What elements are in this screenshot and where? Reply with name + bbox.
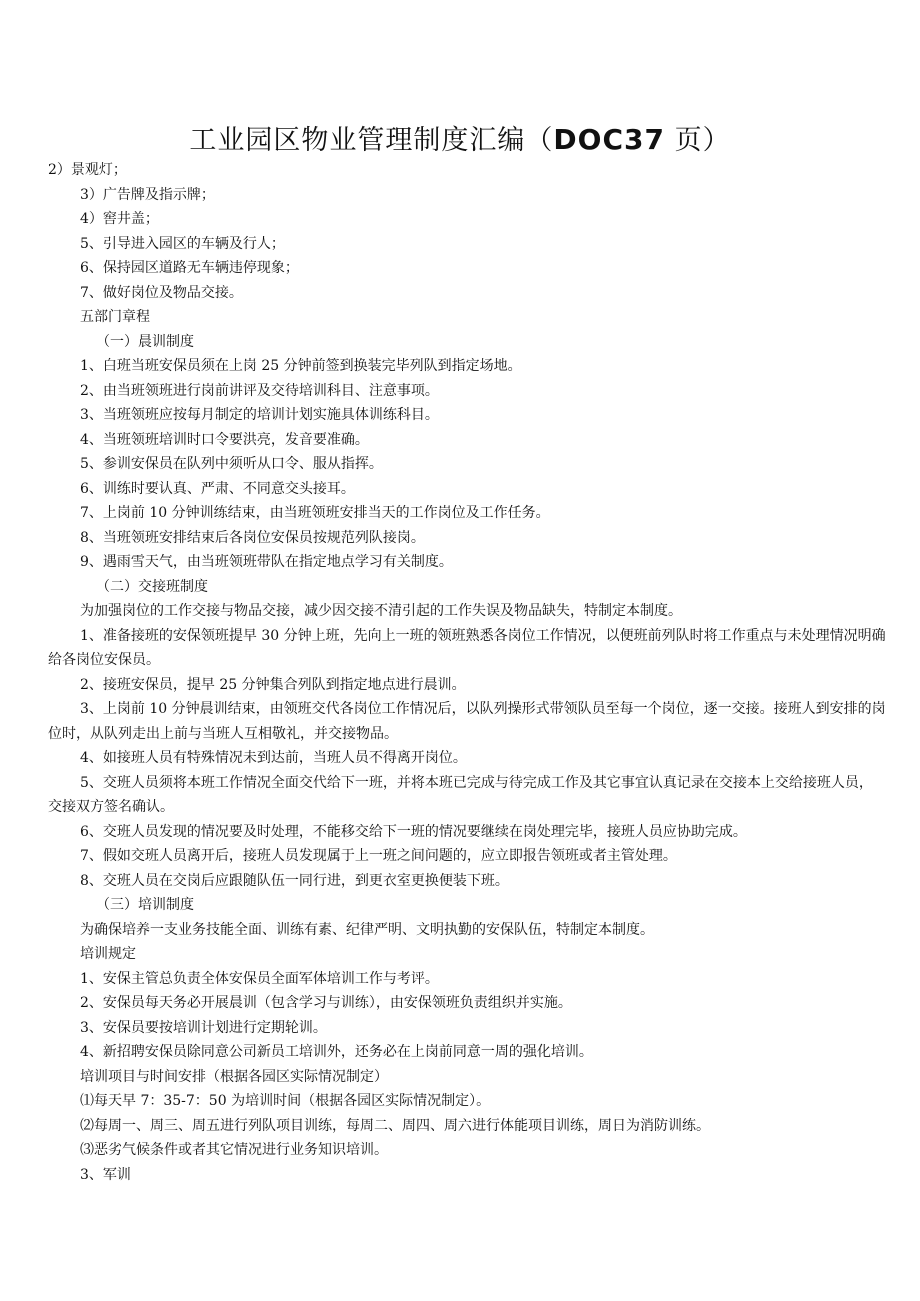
- list-item: 7、假如交班人员离开后，接班人员发现属于上一班之间问题的，应立即报告领班或者主管处理。: [80, 848, 677, 864]
- list-item: 6、交班人员发现的情况要及时处理，不能移交给下一班的情况要继续在岗处理完毕，接班人员应协助完成。: [80, 823, 747, 840]
- document-title: [0, 118, 920, 157]
- list-item: 1、安保主管总负责全体安保员全面军体培训工作与考评。: [80, 970, 439, 987]
- list-item: 1、准备接班的安保领班提早 30 分钟上班，先向上一班的领班熟悉各岗位工作情况，以便班前列队时将工作重点与未处理情况明确给各岗位安保员。: [48, 627, 886, 668]
- list-item: 4、如接班人员有特殊情况未到达前，当班人员不得离开岗位。: [80, 750, 467, 766]
- list-item: 2、安保员每天务必开展晨训（包含学习与训练），由安保领班负责组织并实施。: [80, 995, 572, 1011]
- list-item: 3、上岗前 10 分钟晨训结束，由领班交代各岗位工作情况后，以队列操形式带领队员至每一个岗位，逐一交接。接班人到安排的岗位时，从队列走出上前与当班人互相敬礼，并交接物品。: [48, 701, 886, 742]
- list-item: 2、接班安保员，提早 25 分钟集合列队到指定地点进行晨训。: [80, 676, 466, 693]
- title-suffix: 页）: [664, 125, 731, 156]
- title-prefix: 工业园区物业管理制度汇编（: [189, 125, 554, 156]
- list-item: 4）窖井盖；: [80, 211, 159, 227]
- list-item: 3、当班领班应按每月制定的培训计划实施具体训练科目。: [80, 407, 439, 423]
- list-item: 1、白班当班安保员须在上岗 25 分钟前签到换装完毕列队到指定场地。: [80, 358, 522, 374]
- list-item: 5、引导进入园区的车辆及行人；: [80, 235, 285, 252]
- subsection-heading: （二）交接班制度: [96, 578, 208, 595]
- subsection-heading: （一）晨训制度: [96, 333, 194, 350]
- list-item: 2）景观灯；: [48, 162, 127, 178]
- list-item: 6、保持园区道路无车辆违停现象；: [80, 260, 299, 276]
- list-item: ⑶恶劣气候条件或者其它情况进行业务知识培训。: [80, 1142, 388, 1158]
- paragraph-heading: 培训规定: [80, 946, 136, 962]
- list-item: 5、参训安保员在队列中须听从口令、服从指挥。: [80, 456, 383, 472]
- title-code: DOC37: [553, 123, 665, 156]
- list-item: 8、交班人员在交岗后应跟随队伍一同行进，到更衣室更换便装下班。: [80, 872, 509, 889]
- list-item: 4、当班领班培训时口令要洪亮，发音要准确。: [80, 431, 369, 448]
- list-item: 6、训练时要认真、严肃、不同意交头接耳。: [80, 480, 355, 497]
- paragraph: 为加强岗位的工作交接与物品交接，减少因交接不清引起的工作失误及物品缺失，特制定本制度。: [80, 603, 682, 619]
- list-item: 7、上岗前 10 分钟训练结束，由当班领班安排当天的工作岗位及工作任务。: [80, 505, 550, 521]
- list-item: 9、遇雨雪天气，由当班领班带队在指定地点学习有关制度。: [80, 554, 453, 570]
- list-item: 3）广告牌及指示牌；: [80, 186, 215, 203]
- list-item: ⑵每周一、周三、周五进行列队项目训练，每周二、周四、周六进行体能项目训练，周日为消防训练。: [80, 1117, 710, 1134]
- paragraph-heading: 培训项目与时间安排（根据各园区实际情况制定）: [80, 1068, 388, 1085]
- list-item: 8、当班领班安排结束后各岗位安保员按规范列队接岗。: [80, 529, 425, 546]
- list-item: 5、交班人员须将本班工作情况全面交代给下一班，并将本班已完成与待完成工作及其它事宜认真记录在交接本上交给接班人员，交接双方签名确认。: [48, 774, 873, 815]
- list-item: 4、新招聘安保员除同意公司新员工培训外，还务必在上岗前同意一周的强化培训。: [80, 1044, 593, 1060]
- document-body: [48, 158, 886, 1187]
- list-item: 2、由当班领班进行岗前讲评及交待培训科目、注意事项。: [80, 382, 439, 399]
- list-item: 7、做好岗位及物品交接。: [80, 284, 243, 301]
- subsection-heading: （三）培训制度: [96, 897, 194, 913]
- list-item: 3、军训: [80, 1166, 131, 1183]
- paragraph: 为确保培养一支业务技能全面、训练有素、纪律严明、文明执勤的安保队伍，特制定本制度。: [80, 921, 654, 938]
- list-item: 3、安保员要按培训计划进行定期轮训。: [80, 1019, 327, 1036]
- list-item: ⑴每天早 7：35-7：50 为培训时间（根据各园区实际情况制定）。: [80, 1093, 491, 1109]
- section-heading: 五部门章程: [80, 309, 150, 325]
